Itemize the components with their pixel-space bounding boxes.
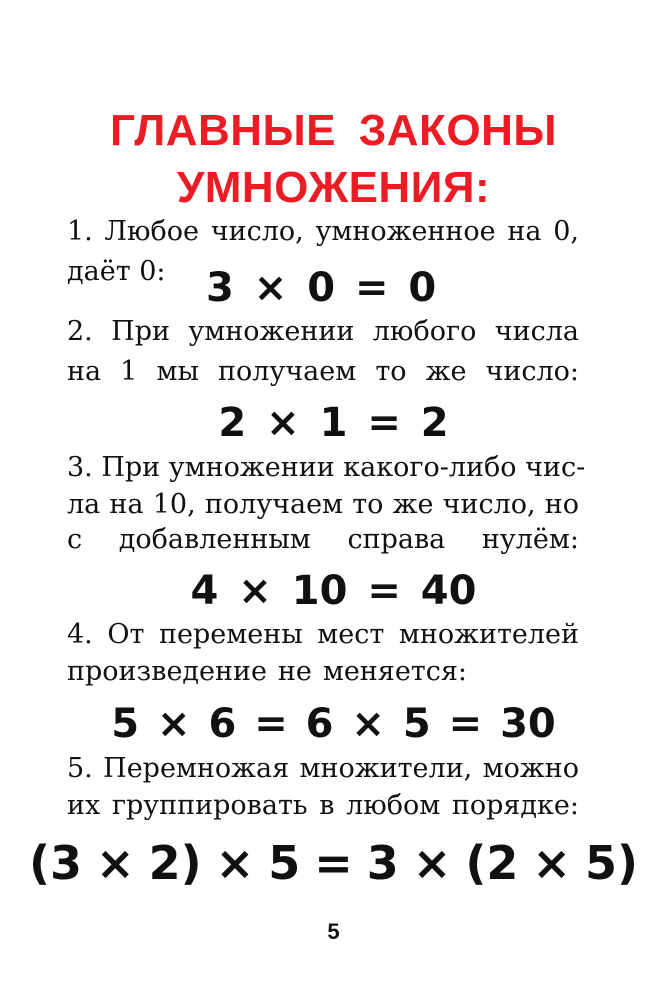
rule-3-formula: 4 × 10 = 40 — [190, 568, 477, 614]
page-title-line-1: ГЛАВНЫЕ ЗАКОНЫ — [110, 106, 557, 155]
page-title-line-2: УМНОЖЕНИЯ: — [176, 163, 491, 212]
rule-3-line-3: с добавленным справа нулём: — [67, 524, 579, 555]
rule-1-line-2: даёт 0: — [67, 256, 166, 287]
page-number: 5 — [327, 919, 340, 944]
rule-5-line-2: их группировать в любом порядке: — [67, 790, 579, 821]
rule-2-formula: 2 × 1 = 2 — [218, 400, 449, 446]
rule-5-formula: (3 × 2) × 5 = 3 × (2 × 5) — [29, 836, 638, 890]
rule-4-formula: 5 × 6 = 6 × 5 = 30 — [111, 701, 556, 747]
rule-2-line-2: на 1 мы получаем то же число: — [67, 356, 579, 387]
rule-3-line-1: 3. При умножении какого-либо чис- — [67, 452, 586, 483]
rule-3-line-2: ла на 10, получаем то же число, но — [67, 489, 579, 520]
rule-4-line-2: произведение не меняется: — [67, 656, 467, 687]
rule-2-line-1: 2. При умножении любого числа — [67, 316, 579, 347]
rule-5-line-1: 5. Перемножая множители, можно — [67, 753, 579, 784]
rule-1-line-1: 1. Любое число, умноженное на 0, — [67, 216, 579, 247]
rule-4-line-1: 4. От перемены мест множителей — [67, 619, 579, 650]
rule-1-formula: 3 × 0 = 0 — [206, 265, 437, 311]
